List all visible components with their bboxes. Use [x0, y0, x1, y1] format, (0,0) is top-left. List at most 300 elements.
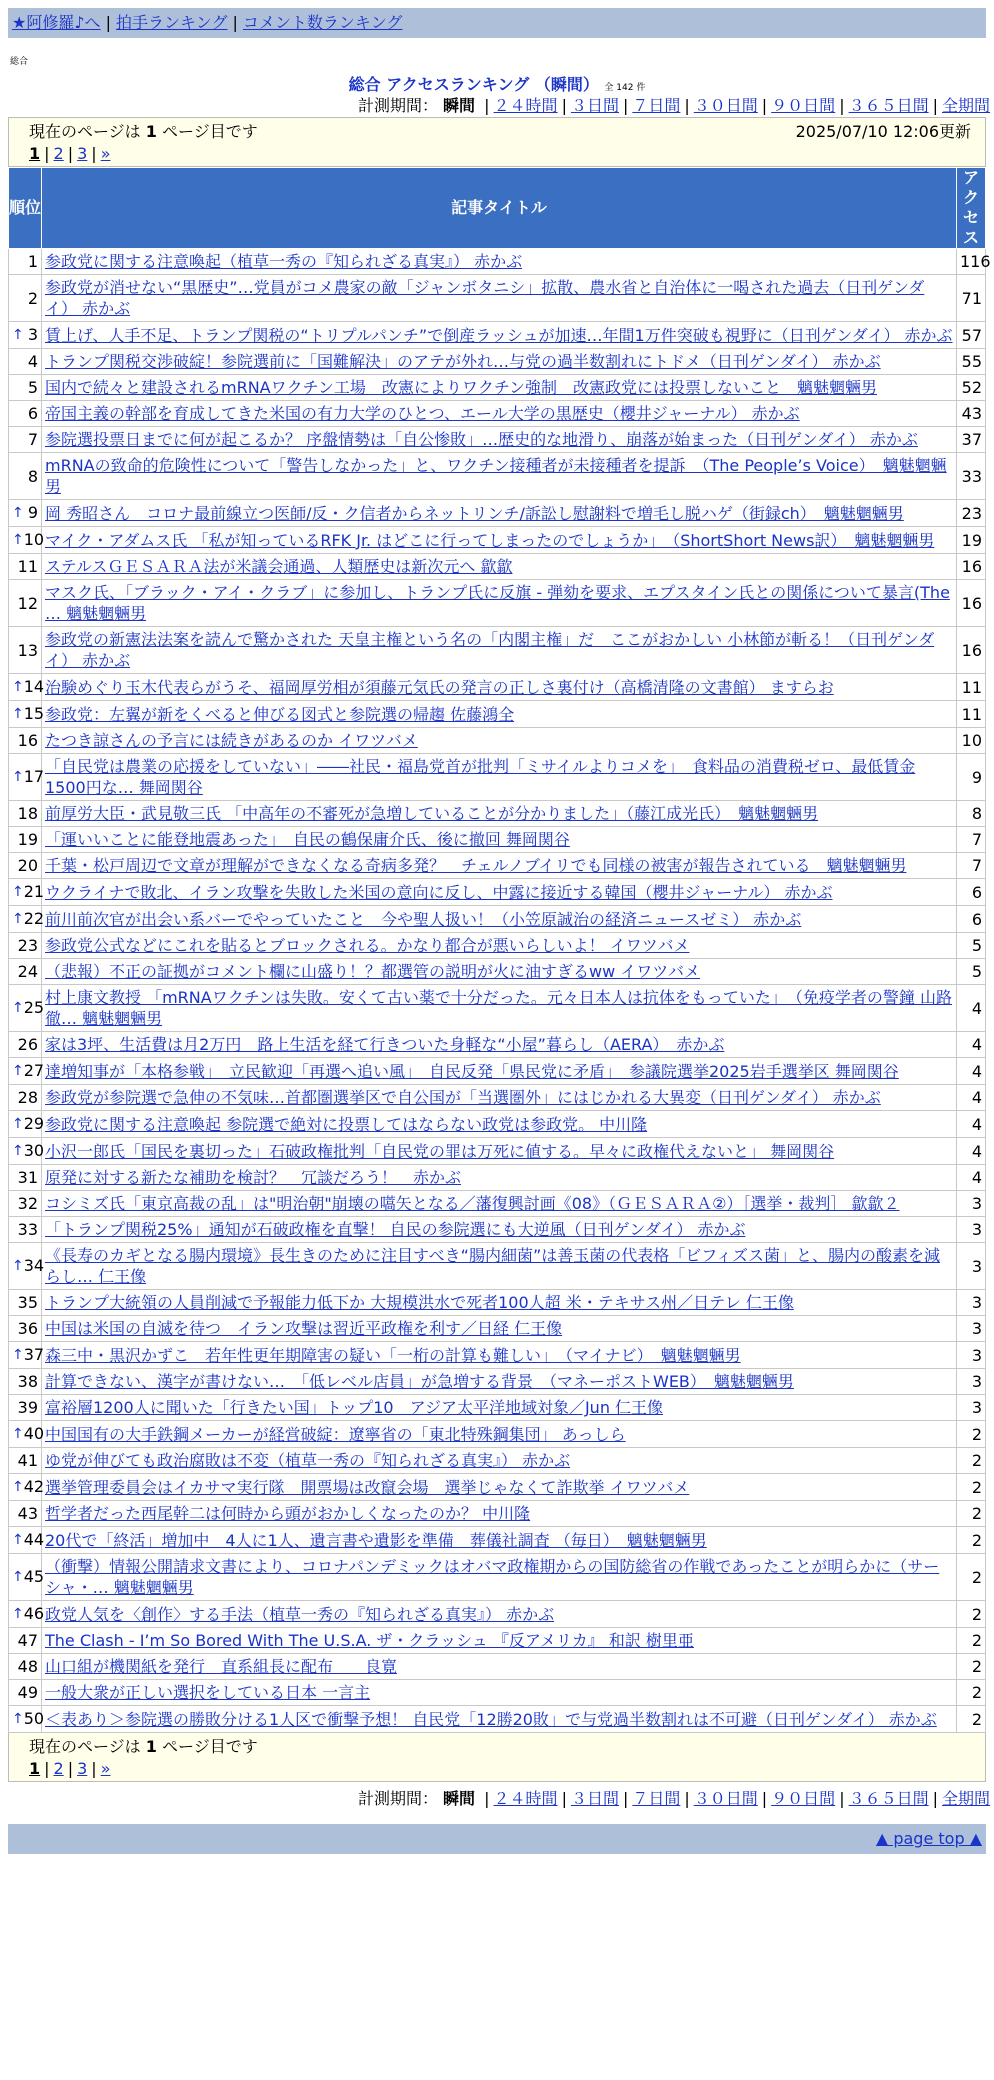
rank-number: 9 — [27, 503, 38, 522]
period-option[interactable]: ２４時間 — [493, 1789, 558, 1808]
period-current: 瞬間 — [443, 1789, 476, 1808]
table-row — [9, 754, 986, 801]
article-link[interactable]: 「自民党は農業の応援をしていない」――社民・福島党首が批判「ミサイルよりコメを」 食料品の消費税ゼロ、最低賃金1500円な… 舞岡関谷 — [45, 757, 916, 797]
period-separator: | — [839, 1789, 845, 1808]
page-link[interactable]: » — [100, 1759, 111, 1778]
title-cell — [42, 1554, 957, 1601]
access-count: 19 — [957, 527, 986, 554]
article-link[interactable]: 小沢一郎氏「国民を裏切った」石破政権批判「自民党の罪は万死に値する。早々に政権代えないと」 舞岡関谷 — [45, 1141, 835, 1161]
title-cell — [42, 1085, 957, 1111]
rank-up-icon: ↑ — [12, 1606, 24, 1622]
article-link[interactable]: 政党人気を〈創作〉する手法（植草一秀の『知られざる真実』） 赤かぶ — [45, 1604, 555, 1624]
rank-up-icon: ↑ — [12, 1479, 24, 1495]
rank-number: 32 — [17, 1194, 38, 1213]
article-link[interactable]: 「トランプ関税25%」通知が石破政権を直撃！ 自民の参院選にも大逆風（日刊ゲンダイ） 赤かぶ — [45, 1220, 746, 1239]
rank-cell — [9, 728, 42, 754]
article-link[interactable]: コシミズ氏「東京高裁の乱」は"明治朝"崩壊の嚆矢となる／藩復興討画《08》（ＧＥＳＡＲＡ②）［選挙・裁判］ 歙歙２ — [45, 1194, 900, 1213]
rank-cell — [9, 375, 42, 401]
article-link[interactable]: 千葉・松戸周辺で文章が理解ができなくなる奇病多発？ チェルノブイリでも同様の被害が報告されている 魑魅魍魎男 — [45, 856, 907, 875]
access-count: 2 — [957, 1474, 986, 1501]
access-count: 3 — [957, 1290, 986, 1316]
title-cell — [42, 427, 957, 453]
access-count: 4 — [957, 1058, 986, 1085]
access-count: 4 — [957, 985, 986, 1032]
rank-number: 25 — [23, 998, 45, 1017]
rank-cell — [9, 1554, 45, 1601]
rank-number: 50 — [23, 1709, 45, 1728]
rank-number: 26 — [17, 1035, 38, 1054]
rank-number: 24 — [17, 962, 38, 981]
rank-cell — [9, 1654, 42, 1680]
page-link[interactable]: 3 — [77, 144, 88, 163]
table-row — [9, 879, 986, 906]
access-count: 3 — [957, 1217, 986, 1243]
rank-up-icon: ↑ — [12, 532, 24, 548]
period-option[interactable]: ３６５日間 — [848, 1789, 929, 1808]
article-link[interactable]: 哲学者だった西尾幹二は何時から頭がおかしくなったのか？ 中川隆 — [45, 1504, 531, 1523]
title-cell — [42, 1628, 957, 1654]
article-link[interactable]: 参政党に関する注意喚起（植草一秀の『知られざる真実』） 赤かぶ — [45, 252, 523, 271]
table-row — [9, 1527, 986, 1554]
access-count: 7 — [957, 853, 986, 879]
article-link[interactable]: 賃上げ、人手不足、トランプ関税の“トリプルパンチ”で倒産ラッシュが加速…年間1万件突破も視野に（日刊ゲンダイ） 赤かぶ — [45, 325, 953, 345]
period-option[interactable]: ３日間 — [570, 96, 619, 115]
rank-number: 16 — [17, 731, 38, 750]
title-cell — [42, 1243, 957, 1290]
rank-number: 6 — [27, 404, 38, 423]
rank-cell — [9, 322, 42, 349]
rank-number: 33 — [17, 1220, 38, 1239]
article-link[interactable]: 参政党：左翼が新をくべると伸びる図式と参院選の帰趨 佐藤鴻全 — [45, 704, 515, 724]
access-count: 37 — [957, 427, 986, 453]
rank-cell — [9, 827, 42, 853]
title-cell — [42, 674, 957, 701]
title-cell — [42, 853, 957, 879]
title-cell — [42, 1217, 957, 1243]
article-link[interactable]: 参院選投票日までに何が起こるか？ 序盤情勢は「自公惨敗」…歴史的な地滑り、崩落が始まった（日刊ゲンダイ） 赤かぶ — [45, 430, 918, 449]
table-row — [9, 427, 986, 453]
access-count: 2 — [957, 1654, 986, 1680]
page-title-block — [0, 72, 994, 95]
table-row — [9, 1601, 986, 1628]
article-link[interactable]: 《長寿のカギとなる腸内環境》長生きのために注目すべき“腸内細菌”は善玉菌の代表格「ビフィズス菌」と、腸内の酸素を減らし… 仁王像 — [45, 1246, 940, 1286]
access-count: 71 — [957, 275, 986, 322]
table-row — [9, 375, 986, 401]
title-cell — [42, 754, 957, 801]
period-selector — [0, 95, 990, 117]
article-link[interactable]: 一般大衆が正しい選択をしている日本 一言主 — [45, 1683, 371, 1702]
rank-up-icon: ↑ — [12, 769, 24, 785]
article-link[interactable]: 山口組が機関紙を発行 直系組長に配布 良寛 — [45, 1657, 398, 1676]
page-separator: | — [67, 144, 74, 163]
table-row — [9, 627, 986, 674]
rank-cell — [9, 1342, 45, 1369]
rank-number: 21 — [23, 882, 45, 901]
period-option[interactable]: ９０日間 — [771, 96, 836, 115]
article-link[interactable]: 前川前次官が出会い系バーでやっていたこと 今や聖人扱い！（小笠原誠治の経済ニュースゼミ） 赤かぶ — [45, 909, 802, 929]
rank-cell — [9, 1165, 42, 1191]
rank-cell — [9, 1501, 42, 1527]
table-row — [9, 1058, 986, 1085]
rank-number: 5 — [27, 378, 38, 397]
page-link[interactable]: 2 — [53, 1759, 64, 1778]
access-count: 11 — [957, 701, 986, 728]
table-row — [9, 728, 986, 754]
rank-cell — [9, 701, 45, 728]
access-count: 6 — [957, 879, 986, 906]
title-cell — [42, 701, 957, 728]
table-row — [9, 701, 986, 728]
title-cell — [42, 500, 957, 527]
access-count: 16 — [957, 554, 986, 580]
rank-up-icon: ↑ — [12, 1426, 24, 1442]
title-cell — [42, 1395, 957, 1421]
rank-number: 40 — [23, 1424, 45, 1443]
rank-cell — [9, 1680, 42, 1706]
title-cell — [42, 801, 957, 827]
rank-cell — [9, 1628, 42, 1654]
rank-cell — [9, 427, 42, 453]
access-count: 2 — [957, 1554, 986, 1601]
article-link[interactable]: 中国国有の大手鉄鋼メーカーが経営破綻：遼寧省の「東北特殊鋼集団」 あっしら — [45, 1424, 626, 1444]
period-option[interactable]: ７日間 — [632, 96, 681, 115]
rank-number: 20 — [17, 856, 38, 875]
article-link[interactable]: 岡 秀昭さん コロナ最前線立つ医師/反・ク信者からネットリンチ/訴訟し慰謝料で増毛し脱ハゲ（街録ch） 魑魅魍魎男 — [45, 503, 904, 523]
access-count: 2 — [957, 1706, 986, 1733]
period-separator: | — [484, 1789, 490, 1808]
period-option[interactable]: 全期間 — [941, 1789, 990, 1808]
article-link[interactable]: トランプ関税交渉破綻！参院選前に「国難解決」のアテが外れ…与党の過半数割れにトドメ（日刊ゲンダイ） 赤かぶ — [45, 352, 881, 371]
article-link[interactable]: 前厚労大臣・武見敬三氏 「中高年の不審死が急増していることが分かりました」（藤江成光氏） 魑魅魍魎男 — [45, 804, 819, 823]
rank-number: 49 — [17, 1683, 38, 1702]
rank-number: 48 — [17, 1657, 38, 1676]
rank-number: 11 — [17, 557, 38, 576]
rank-cell — [9, 1138, 45, 1165]
rank-number: 1 — [27, 252, 38, 271]
page-top-link[interactable]: ▲ page top ▲ — [875, 1829, 982, 1848]
rank-cell — [9, 879, 45, 906]
period-option[interactable]: ３０日間 — [693, 1789, 758, 1808]
bottom-bar — [8, 1824, 986, 1854]
period-option[interactable]: 全期間 — [941, 96, 990, 115]
rank-cell — [9, 1085, 42, 1111]
title-cell — [42, 1474, 957, 1501]
rank-up-icon: ↑ — [12, 1532, 24, 1548]
title-cell — [42, 554, 957, 580]
table-row — [9, 1032, 986, 1058]
rank-cell — [9, 1527, 45, 1554]
article-link[interactable]: 富裕層1200人に聞いた「行きたい国」トップ10 アジア太平洋地域対象／Jun 仁王像 — [45, 1398, 664, 1417]
table-row — [9, 527, 986, 554]
article-link[interactable]: 家は3坪、生活費は月2万円 路上生活を経て行きついた身軽な“小屋”暮らし（AERA） 赤かぶ — [45, 1035, 725, 1054]
period-option[interactable]: ９０日間 — [771, 1789, 836, 1808]
table-row — [9, 1501, 986, 1527]
rank-cell — [9, 1369, 42, 1395]
page-links — [29, 143, 971, 164]
rank-number: 10 — [23, 530, 45, 549]
access-count: 43 — [957, 401, 986, 427]
title-cell — [42, 1527, 957, 1554]
access-count: 16 — [957, 580, 986, 627]
page-links — [29, 1758, 971, 1779]
page-separator: | — [67, 1759, 74, 1778]
title-cell — [42, 1191, 957, 1217]
table-row — [9, 1243, 986, 1290]
article-link[interactable]: 「運いいことに能登地震あった」 自民の鶴保庸介氏、後に撤回 舞岡関谷 — [45, 830, 570, 849]
table-row — [9, 1191, 986, 1217]
article-link[interactable]: マイク・アダムス氏 「私が知っているRFK Jr. はどこに行ってしまったのでしょうか」 （ShortShort News訳） 魑魅魍魎男 — [45, 530, 935, 550]
table-row — [9, 500, 986, 527]
rank-number: 15 — [23, 704, 45, 723]
rank-number: 7 — [27, 430, 38, 449]
access-count: 3 — [957, 1243, 986, 1290]
access-count: 2 — [957, 1680, 986, 1706]
rank-up-icon: ↑ — [12, 327, 24, 343]
period-separator: | — [684, 96, 690, 115]
table-row — [9, 801, 986, 827]
comment-ranking-link[interactable]: コメント数ランキング — [242, 13, 403, 32]
rank-up-icon: ↑ — [12, 505, 24, 521]
period-option[interactable]: ７日間 — [632, 1789, 681, 1808]
article-link[interactable]: 参政党に関する注意喚起 参院選で絶対に投票してはならない政党は参政党。 中川隆 — [45, 1114, 648, 1134]
title-cell — [42, 933, 957, 959]
article-link[interactable]: たつき諒さんの予言には続きがあるのか イワツバメ — [45, 731, 418, 750]
rank-header: 順位 — [9, 168, 42, 249]
rank-up-icon: ↑ — [12, 1569, 24, 1585]
rank-up-icon: ↑ — [12, 706, 24, 722]
rank-number: 31 — [17, 1168, 38, 1187]
table-row — [9, 554, 986, 580]
article-link[interactable]: 村上康文教授 「mRNAワクチンは失敗。安くて古い薬で十分だった。元々日本人は抗体をもっていた」 （免疫学者の警鐘 山路 徹… 魑魅魍魎男 — [45, 988, 952, 1028]
rank-number: 3 — [27, 325, 38, 344]
table-row — [9, 1342, 986, 1369]
access-count: 5 — [957, 959, 986, 985]
page-separator: | — [44, 144, 50, 163]
top-nav-bar — [8, 8, 986, 38]
article-link[interactable]: 帝国主義の幹部を育成してきた米国の有力大学のひとつ、エール大学の黒歴史（櫻井ジャーナル） 赤かぶ — [45, 404, 800, 423]
access-count: 2 — [957, 1448, 986, 1474]
rank-up-icon: ↑ — [12, 1258, 24, 1274]
rank-number: 34 — [23, 1256, 45, 1275]
rank-number: 8 — [27, 466, 38, 486]
period-separator: | — [839, 96, 845, 115]
period-separator: | — [932, 96, 938, 115]
rank-number: 19 — [17, 830, 38, 849]
period-separator: | — [761, 1789, 768, 1808]
rank-cell — [9, 500, 42, 527]
rank-cell — [9, 906, 45, 933]
rank-cell — [9, 933, 42, 959]
rank-cell — [9, 1421, 45, 1448]
clap-ranking-link[interactable]: 拍手ランキング — [115, 13, 228, 32]
article-link[interactable]: 森三中・黒沢かずこ 若年性更年期障害の疑い「一桁の計算も難しい」 （マイナビ） 魑魅魍魎男 — [45, 1345, 741, 1365]
page-link[interactable]: 3 — [77, 1759, 88, 1778]
period-label: 計測期間： — [357, 1789, 438, 1808]
table-row — [9, 1111, 986, 1138]
title-cell — [42, 1448, 957, 1474]
period-selector-bottom — [0, 1788, 990, 1810]
article-link[interactable]: マスク氏、「ブラック・アイ・クラブ」に参加し、トランプ氏に反旗 - 弾劾を要求、エプスタイン氏との関係について暴言(The … 魑魅魍魎男 — [45, 583, 950, 623]
rank-up-icon: ↑ — [12, 1143, 24, 1159]
rank-number: 39 — [17, 1398, 38, 1417]
table-row — [9, 1421, 986, 1448]
period-separator: | — [561, 96, 567, 115]
title-cell — [42, 1369, 957, 1395]
period-separator: | — [484, 96, 490, 115]
title-cell — [42, 1165, 957, 1191]
table-row — [9, 985, 986, 1032]
period-separator: | — [684, 1789, 690, 1808]
rank-number: 29 — [23, 1114, 45, 1133]
article-link[interactable]: 国内で続々と建設されるmRNAワクチン工場 改憲によりワクチン強制 改憲政党には投票しないこと 魑魅魍魎男 — [45, 378, 878, 397]
table-row — [9, 1628, 986, 1654]
access-count: 55 — [957, 349, 986, 375]
rank-cell — [9, 1316, 42, 1342]
rank-cell — [9, 1217, 42, 1243]
table-row — [9, 853, 986, 879]
title-cell — [42, 1316, 957, 1342]
rank-cell — [9, 249, 42, 275]
article-link[interactable]: 原発に対する新たな補助を検討？ 冗談だろう！ 赤かぶ — [45, 1168, 462, 1187]
title-cell — [42, 1342, 957, 1369]
table-row — [9, 1165, 986, 1191]
rank-cell — [9, 1395, 42, 1421]
rank-number: 35 — [17, 1293, 38, 1312]
period-option[interactable]: ３日間 — [570, 1789, 619, 1808]
title-cell — [42, 728, 957, 754]
home-link[interactable]: ★阿修羅♪へ — [12, 13, 101, 32]
rank-cell — [9, 1032, 42, 1058]
table-row — [9, 1706, 986, 1733]
rank-number: 46 — [23, 1604, 45, 1623]
article-link[interactable]: 計算できない、漢字が書けない… 「低レベル店員」が急増する背景 （マネーポストWEB） 魑魅魍魎男 — [45, 1372, 794, 1391]
pager-bottom — [8, 1733, 986, 1782]
title-cell — [42, 1601, 957, 1628]
page-separator: | — [91, 144, 97, 163]
article-link[interactable]: 20代で「終活」増加中 4人に1人、遺言書や遺影を準備 葬儀社調査 （毎日） 魑魅魍魎男 — [45, 1530, 707, 1550]
table-row — [9, 1474, 986, 1501]
rank-cell — [9, 754, 45, 801]
rank-cell — [9, 401, 42, 427]
access-count: 2 — [957, 1628, 986, 1654]
title-header: 記事タイトル — [42, 168, 957, 249]
rank-cell — [9, 959, 42, 985]
title-cell — [42, 580, 957, 627]
rank-number: 2 — [27, 288, 38, 308]
article-link[interactable]: （悲報）不正の証拠がコメント欄に山盛り！？都選管の説明が火に油すぎるww イワツバメ — [45, 962, 700, 981]
article-link[interactable]: （衝撃）情報公開請求文書により、コロナパンデミックはオバマ政権期からの国防総省の作戦であったことが明らかに（サーシャ・… 魑魅魍魎男 — [45, 1557, 940, 1597]
period-option[interactable]: ２４時間 — [493, 96, 558, 115]
rank-number: 22 — [23, 909, 45, 928]
rank-number: 13 — [17, 640, 38, 660]
rank-cell — [9, 1474, 45, 1501]
period-separator: | — [932, 1789, 938, 1808]
title-cell — [42, 959, 957, 985]
article-link[interactable]: ゆ党が伸びても政治腐敗は不変（植草一秀の『知られざる真実』） 赤かぶ — [45, 1451, 571, 1470]
article-link[interactable]: ウクライナで敗北、イラン攻撃を失敗した米国の意向に反し、中露に接近する韓国（櫻井ジャーナル） 赤かぶ — [45, 882, 833, 902]
article-link[interactable]: The Clash - I’m So Bored With The U.S.A. ザ・クラッシュ 『反アメリカ』 和訳 樹里亜 — [45, 1631, 694, 1650]
rank-up-icon: ↑ — [12, 884, 24, 900]
table-row — [9, 1316, 986, 1342]
rank-up-icon: ↑ — [12, 1063, 24, 1079]
rank-number: 45 — [23, 1567, 45, 1586]
access-count: 4 — [957, 1032, 986, 1058]
access-count: 8 — [957, 801, 986, 827]
table-row — [9, 453, 986, 500]
rank-up-icon: ↑ — [12, 911, 24, 927]
access-count: 9 — [957, 754, 986, 801]
ranking-table — [8, 167, 991, 1733]
access-count: 11 — [957, 674, 986, 701]
page-link[interactable]: 2 — [53, 144, 64, 163]
article-link[interactable]: 参政党が消せない“黒歴史”…党員がコメ農家の敵「ジャンボタニシ」拡散、農水省と自治体に一喝された過去（日刊ゲンダイ） 赤かぶ — [45, 278, 925, 318]
article-link[interactable]: mRNAの致命的危険性について「警告しなかった」と、ワクチン接種者が未接種者を提訴 （The People’s Voice） 魑魅魍魎男 — [45, 456, 947, 496]
rank-number: 43 — [17, 1504, 38, 1523]
rank-number: 41 — [17, 1451, 38, 1470]
title-cell — [42, 1138, 957, 1165]
total-count: 全 142 件 — [604, 83, 646, 93]
title-cell — [42, 349, 957, 375]
table-row — [9, 401, 986, 427]
access-count: 3 — [957, 1191, 986, 1217]
page-separator: | — [91, 1759, 97, 1778]
period-option[interactable]: ３０日間 — [693, 96, 758, 115]
title-cell — [42, 1111, 957, 1138]
rank-number: 18 — [17, 804, 38, 823]
article-link[interactable]: 参政党公式などにこれを貼るとブロックされる。かなり都合が悪いらしいよ！ イワツバメ — [45, 936, 690, 955]
table-row — [9, 959, 986, 985]
article-link[interactable]: 達増知事が「本格参戦」 立民歓迎「再選へ追い風」 自民反発「県民党に矛盾」 参議院選挙2025岩手選挙区 舞岡関谷 — [45, 1061, 899, 1081]
article-link[interactable]: トランプ大統領の人員削減で予報能力低下か 大規模洪水で死者100人超 米・テキサス州／日テレ 仁王像 — [45, 1293, 794, 1312]
page-link[interactable]: » — [100, 144, 111, 163]
access-count: 7 — [957, 827, 986, 853]
rank-number: 12 — [17, 593, 38, 613]
table-row — [9, 275, 986, 322]
rank-up-icon: ↑ — [12, 1116, 24, 1132]
title-cell — [42, 527, 957, 554]
article-link[interactable]: ステルスＧＥＳＡＲＡ法が米議会通過、人類歴史は新次元へ 歙歙 — [45, 557, 513, 576]
table-row — [9, 1680, 986, 1706]
title-cell — [42, 1680, 957, 1706]
rank-cell — [9, 674, 45, 701]
article-link[interactable]: 中国は米国の自滅を待つ イラン攻撃は習近平政権を利す／日経 仁王像 — [45, 1319, 563, 1338]
access-count: 10 — [957, 728, 986, 754]
title-cell — [42, 401, 957, 427]
access-header: アクセス — [957, 168, 986, 249]
access-count: 3 — [957, 1395, 986, 1421]
table-row — [9, 1085, 986, 1111]
rank-cell — [9, 1448, 42, 1474]
rank-cell — [9, 275, 42, 322]
access-count: 2 — [957, 1601, 986, 1628]
period-option[interactable]: ３６５日間 — [848, 96, 929, 115]
article-link[interactable]: ＜表あり＞参院選の勝敗分ける1人区で衝撃予想！ 自民党「12勝20敗」で与党過半数割れは不可避（日刊ゲンダイ） 赤かぶ — [45, 1709, 937, 1729]
period-separator: | — [622, 96, 629, 115]
title-cell — [42, 322, 957, 349]
nav-separator: | — [105, 13, 111, 32]
article-link[interactable]: 参政党が参院選で急伸の不気味…首都圏選挙区で自公国が「当選圏外」にはじかれる大異変（日刊ゲンダイ） 赤かぶ — [45, 1088, 881, 1107]
access-count: 4 — [957, 1165, 986, 1191]
title-cell — [42, 879, 957, 906]
table-row — [9, 1369, 986, 1395]
article-link[interactable]: 治験めぐり玉木代表らがうそ、福岡厚労相が須藤元気氏の発言の正しさ裏付け（高橋清隆の文書館） ますらお — [45, 677, 834, 697]
article-link[interactable]: 選挙管理委員会はイカサマ実行隊 開票場は改竄会場 選挙じゃなくて詐欺挙 イワツバメ — [45, 1477, 690, 1497]
rank-cell — [9, 554, 42, 580]
table-row — [9, 1448, 986, 1474]
article-link[interactable]: 参政党の新憲法法案を読んで驚かされた 天皇主権という名の「内閣主権」だ ここがおかしい 小林節が斬る！（日刊ゲンダイ） 赤かぶ — [45, 630, 935, 670]
nav-separator: | — [232, 13, 238, 32]
title-cell — [42, 275, 957, 322]
